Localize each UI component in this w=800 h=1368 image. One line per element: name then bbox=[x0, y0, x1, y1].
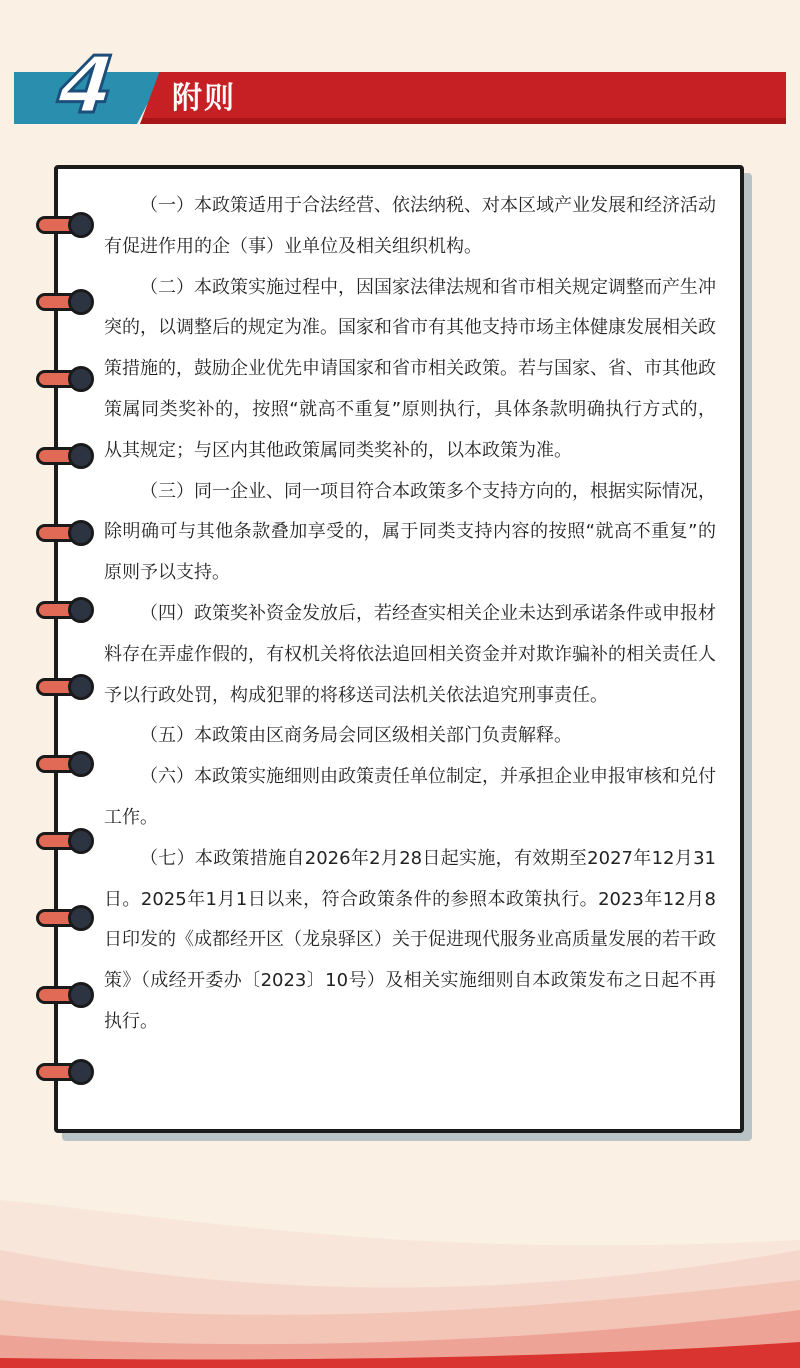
binder-ring-icon bbox=[36, 751, 94, 777]
binder-ring-icon bbox=[36, 366, 94, 392]
banner-shadow bbox=[140, 118, 786, 124]
paragraph-7: （七）本政策措施自2026年2月28日起实施，有效期至2027年12月31日。2025年1月1日以来，符合政策条件的参照本政策执行。2023年12月8日印发的《成都经开区（龙泉驿区）关于促进现代服务业高质量发展的若干政策》（成经开委办〔2023〕10号）及相关实施细则自本政策发布之日起不再执行。 bbox=[104, 847, 716, 1032]
paragraph-5: （五）本政策由区商务局会同区级相关部门负责解释。 bbox=[140, 725, 572, 747]
paragraph-3: （三）同一企业、同一项目符合本政策多个支持方向的，根据实际情况，除明确可与其他条款叠加享受的，属于同类支持内容的按照“就高不重复”的原则予以支持。 bbox=[104, 480, 716, 584]
binder-ring-icon bbox=[36, 982, 94, 1008]
binder-ring-icon bbox=[36, 597, 94, 623]
binder-ring-icon bbox=[36, 905, 94, 931]
section-title: 附则 bbox=[172, 81, 236, 116]
paragraph-4: （四）政策奖补资金发放后，若经查实相关企业未达到承诺条件或申报材料存在弄虚作假的，有权机关将依法追回相关资金并对欺诈骗补的相关责任人予以行政处罚，构成犯罪的将移送司法机关依法追究刑事责任。 bbox=[104, 602, 716, 706]
policy-text bbox=[104, 186, 716, 1043]
paragraph-1: （一）本政策适用于合法经营、依法纳税、对本区域产业发展和经济活动有促进作用的企（事）业单位及相关组织机构。 bbox=[104, 195, 716, 257]
binder-ring-icon bbox=[36, 674, 94, 700]
binder-ring-icon bbox=[36, 1059, 94, 1085]
binder-ring-icon bbox=[36, 289, 94, 315]
binder-ring-icon bbox=[36, 828, 94, 854]
decorative-waves bbox=[0, 1180, 800, 1368]
binder-ring-icon bbox=[36, 212, 94, 238]
section-title-banner bbox=[140, 72, 786, 124]
section-header bbox=[0, 41, 800, 131]
paragraph-6: （六）本政策实施细则由政策责任单位制定，并承担企业申报审核和兑付工作。 bbox=[104, 766, 716, 828]
binder-ring-icon bbox=[36, 520, 94, 546]
paragraph-2: （二）本政策实施过程中，因国家法律法规和省市相关规定调整而产生冲突的，以调整后的规定为准。国家和省市有其他支持市场主体健康发展相关政策措施的，鼓励企业优先申请国家和省市相关政策。若与国家、省、市其他政策属同类奖补的，按照“就高不重复”原则执行，具体条款明确执行方式的，从其规定；与区内其他政策属同类奖补的，以本政策为准。 bbox=[104, 276, 716, 461]
section-number: 4 bbox=[54, 41, 118, 131]
binder-ring-icon bbox=[36, 443, 94, 469]
